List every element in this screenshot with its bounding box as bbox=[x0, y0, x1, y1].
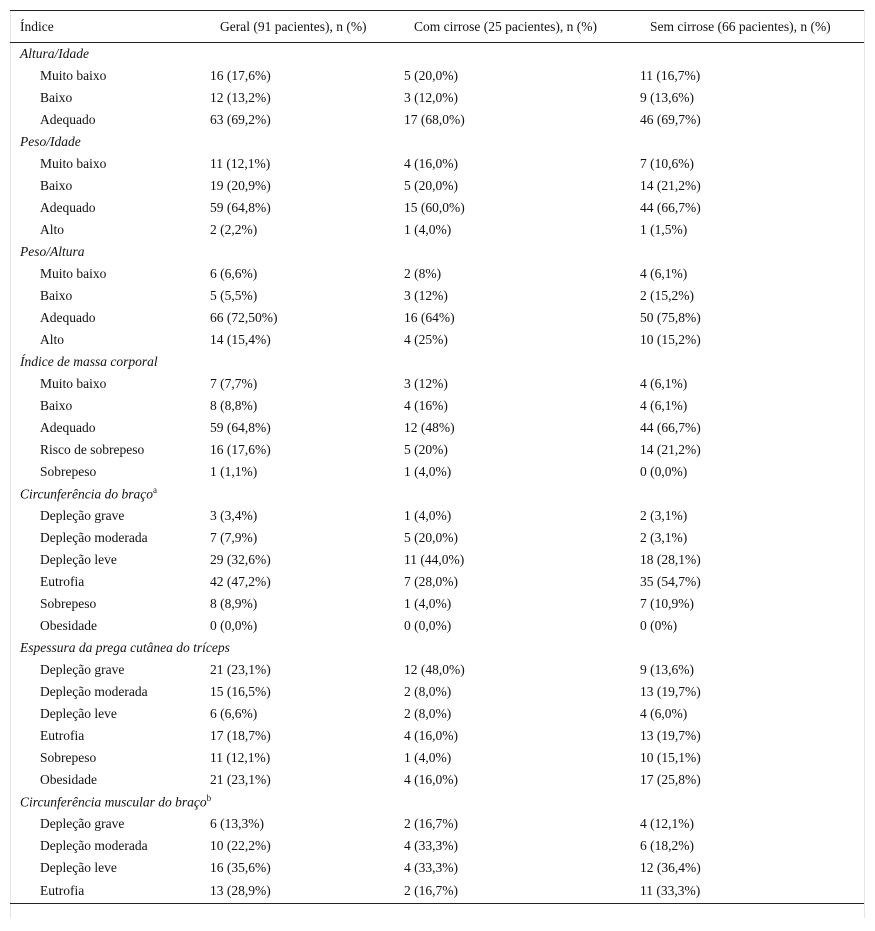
row-label: Obesidade bbox=[40, 618, 97, 633]
row-label: Baixo bbox=[40, 90, 73, 105]
cell-com-cirrose: 4 (16,0%) bbox=[404, 772, 458, 787]
nutrition-table bbox=[10, 10, 864, 904]
cell-geral: 10 (22,2%) bbox=[210, 838, 271, 853]
cell-sem-cirrose: 4 (6,1%) bbox=[640, 376, 688, 391]
cell-sem-cirrose: 2 (15,2%) bbox=[640, 288, 694, 303]
row-label: Obesidade bbox=[40, 772, 97, 787]
cell-sem-cirrose: 10 (15,1%) bbox=[640, 750, 701, 765]
section-title bbox=[10, 43, 864, 66]
section-title bbox=[10, 351, 864, 373]
table-row bbox=[10, 593, 864, 615]
row-label: Risco de sobrepeso bbox=[40, 442, 145, 457]
cell-com-cirrose: 1 (4,0%) bbox=[404, 750, 452, 765]
table-container bbox=[10, 10, 864, 904]
header-row bbox=[10, 11, 864, 43]
section-title bbox=[10, 637, 864, 659]
section-row bbox=[10, 637, 864, 659]
table-row bbox=[10, 857, 864, 879]
cell-geral: 16 (35,6%) bbox=[210, 860, 271, 875]
cell-com-cirrose: 0 (0,0%) bbox=[404, 618, 452, 633]
row-label: Depleção grave bbox=[40, 662, 125, 677]
cell-sem-cirrose: 35 (54,7%) bbox=[640, 574, 701, 589]
cell-geral: 8 (8,8%) bbox=[210, 398, 258, 413]
cell-sem-cirrose: 4 (6,0%) bbox=[640, 706, 688, 721]
cell-com-cirrose: 5 (20%) bbox=[404, 442, 448, 457]
cell-sem-cirrose: 2 (3,1%) bbox=[640, 530, 688, 545]
cell-com-cirrose: 3 (12,0%) bbox=[404, 90, 458, 105]
header-geral: Geral (91 pacientes), n (%) bbox=[210, 11, 404, 43]
cell-sem-cirrose: 4 (12,1%) bbox=[640, 816, 694, 831]
row-label: Muito baixo bbox=[40, 376, 107, 391]
section-title-text: Espessura da prega cutânea do tríceps bbox=[20, 640, 230, 655]
cell-geral: 11 (12,1%) bbox=[210, 156, 271, 171]
cell-sem-cirrose: 0 (0%) bbox=[640, 618, 678, 633]
cell-com-cirrose: 5 (20,0%) bbox=[404, 178, 458, 193]
cell-sem-cirrose: 1 (1,5%) bbox=[640, 222, 688, 237]
row-label: Depleção leve bbox=[40, 706, 117, 721]
cell-geral: 16 (17,6%) bbox=[210, 442, 271, 457]
cell-geral: 11 (12,1%) bbox=[210, 750, 271, 765]
row-label: Muito baixo bbox=[40, 266, 107, 281]
cell-com-cirrose: 3 (12%) bbox=[404, 376, 448, 391]
cell-geral: 3 (3,4%) bbox=[210, 508, 258, 523]
section-title bbox=[10, 483, 864, 505]
table-row bbox=[10, 153, 864, 175]
table-row bbox=[10, 329, 864, 351]
cell-com-cirrose: 12 (48%) bbox=[404, 420, 455, 435]
table-row bbox=[10, 65, 864, 87]
cell-sem-cirrose: 14 (21,2%) bbox=[640, 442, 701, 457]
section-title-text: Circunferência muscular do braço bbox=[20, 794, 207, 810]
table-row bbox=[10, 659, 864, 681]
cell-com-cirrose: 1 (4,0%) bbox=[404, 508, 452, 523]
table-row bbox=[10, 505, 864, 527]
section-row bbox=[10, 791, 864, 813]
section-row bbox=[10, 351, 864, 373]
row-label: Eutrofia bbox=[40, 728, 85, 743]
cell-sem-cirrose: 44 (66,7%) bbox=[640, 200, 701, 215]
section-row bbox=[10, 43, 864, 66]
cell-sem-cirrose: 13 (19,7%) bbox=[640, 728, 701, 743]
cell-geral: 63 (69,2%) bbox=[210, 112, 271, 127]
cell-geral: 59 (64,8%) bbox=[210, 200, 271, 215]
cell-com-cirrose: 17 (68,0%) bbox=[404, 112, 465, 127]
cell-sem-cirrose: 14 (21,2%) bbox=[640, 178, 701, 193]
table-row bbox=[10, 549, 864, 571]
cell-sem-cirrose: 2 (3,1%) bbox=[640, 508, 688, 523]
table-row bbox=[10, 813, 864, 835]
table-row bbox=[10, 747, 864, 769]
table-row bbox=[10, 439, 864, 461]
section-title-text: Circunferência do braço bbox=[20, 486, 153, 502]
cell-com-cirrose: 1 (4,0%) bbox=[404, 464, 452, 479]
row-label: Depleção grave bbox=[40, 508, 125, 523]
section-title-text: Índice de massa corporal bbox=[20, 354, 158, 369]
section-title-text: Peso/Altura bbox=[20, 244, 85, 259]
row-label: Sobrepeso bbox=[40, 596, 97, 611]
cell-com-cirrose: 4 (33,3%) bbox=[404, 860, 458, 875]
row-label: Muito baixo bbox=[40, 156, 107, 171]
table-row bbox=[10, 307, 864, 329]
table-row bbox=[10, 571, 864, 593]
table-row bbox=[10, 527, 864, 549]
cell-geral: 21 (23,1%) bbox=[210, 772, 271, 787]
cell-com-cirrose: 2 (8,0%) bbox=[404, 706, 452, 721]
cell-geral: 0 (0,0%) bbox=[210, 618, 258, 633]
cell-sem-cirrose: 0 (0,0%) bbox=[640, 464, 688, 479]
cell-geral: 8 (8,9%) bbox=[210, 596, 258, 611]
cell-sem-cirrose: 4 (6,1%) bbox=[640, 398, 688, 413]
footnote-marker: a bbox=[152, 485, 157, 496]
cell-com-cirrose: 11 (44,0%) bbox=[404, 552, 465, 567]
table-header bbox=[10, 11, 864, 43]
row-label: Depleção leve bbox=[40, 860, 117, 875]
section-title-text: Peso/Idade bbox=[20, 134, 81, 149]
cell-com-cirrose: 12 (48,0%) bbox=[404, 662, 465, 677]
row-label: Baixo bbox=[40, 288, 73, 303]
header-com-cirrose: Com cirrose (25 pacientes), n (%) bbox=[404, 11, 640, 43]
cell-com-cirrose: 2 (8%) bbox=[404, 266, 442, 281]
cell-com-cirrose: 4 (33,3%) bbox=[404, 838, 458, 853]
table-body bbox=[10, 43, 864, 904]
cell-sem-cirrose: 13 (19,7%) bbox=[640, 684, 701, 699]
section-title-text: Altura/Idade bbox=[20, 46, 89, 61]
table-row bbox=[10, 703, 864, 725]
section-row bbox=[10, 131, 864, 153]
row-label: Eutrofia bbox=[10, 879, 210, 904]
cell-geral: 7 (7,9%) bbox=[210, 530, 258, 545]
table-row bbox=[10, 373, 864, 395]
cell-com-cirrose: 15 (60,0%) bbox=[404, 200, 465, 215]
table-row bbox=[10, 197, 864, 219]
cell-com-cirrose: 16 (64%) bbox=[404, 310, 455, 325]
cell-geral: 42 (47,2%) bbox=[210, 574, 271, 589]
cell-sem-cirrose: 17 (25,8%) bbox=[640, 772, 701, 787]
cell-geral: 2 (2,2%) bbox=[210, 222, 258, 237]
row-label: Depleção moderada bbox=[40, 530, 148, 545]
section-title bbox=[10, 241, 864, 263]
header-sem-cirrose: Sem cirrose (66 pacientes), n (%) bbox=[640, 11, 864, 43]
row-label: Baixo bbox=[40, 178, 73, 193]
table-row bbox=[10, 835, 864, 857]
cell-geral: 15 (16,5%) bbox=[210, 684, 271, 699]
cell-geral: 12 (13,2%) bbox=[210, 90, 271, 105]
row-label: Alto bbox=[40, 332, 65, 347]
table-row bbox=[10, 285, 864, 307]
cell-sem-cirrose: 11 (16,7%) bbox=[640, 68, 701, 83]
cell-geral: 1 (1,1%) bbox=[210, 464, 258, 479]
table-row bbox=[10, 175, 864, 197]
cell-geral: 5 (5,5%) bbox=[210, 288, 258, 303]
cell-sem-cirrose: 50 (75,8%) bbox=[640, 310, 701, 325]
cell-com-cirrose: 4 (16,0%) bbox=[404, 728, 458, 743]
row-label: Depleção leve bbox=[40, 552, 117, 567]
table-row bbox=[10, 263, 864, 285]
row-label: Sobrepeso bbox=[40, 464, 97, 479]
cell-sem-cirrose: 4 (6,1%) bbox=[640, 266, 688, 281]
cell-sem-cirrose: 12 (36,4%) bbox=[640, 860, 701, 875]
cell-geral: 6 (13,3%) bbox=[210, 816, 264, 831]
cell-com-cirrose: 2 (16,7%) bbox=[404, 879, 640, 904]
row-label: Adequado bbox=[40, 112, 96, 127]
row-label: Sobrepeso bbox=[40, 750, 97, 765]
table-row bbox=[10, 109, 864, 131]
footnote-marker: b bbox=[206, 793, 212, 804]
cell-sem-cirrose: 7 (10,9%) bbox=[640, 596, 694, 611]
row-label: Depleção moderada bbox=[40, 684, 148, 699]
cell-com-cirrose: 2 (8,0%) bbox=[404, 684, 452, 699]
cell-sem-cirrose: 46 (69,7%) bbox=[640, 112, 701, 127]
cell-com-cirrose: 2 (16,7%) bbox=[404, 816, 458, 831]
section-row bbox=[10, 483, 864, 505]
table-row bbox=[10, 87, 864, 109]
table-row bbox=[10, 395, 864, 417]
cell-com-cirrose: 3 (12%) bbox=[404, 288, 448, 303]
header-indice: Índice bbox=[10, 11, 210, 43]
table-row bbox=[10, 769, 864, 791]
row-label: Eutrofia bbox=[40, 574, 85, 589]
cell-geral: 6 (6,6%) bbox=[210, 706, 258, 721]
table-row bbox=[10, 417, 864, 439]
cell-com-cirrose: 7 (28,0%) bbox=[404, 574, 458, 589]
cell-geral: 13 (28,9%) bbox=[210, 879, 404, 904]
cell-com-cirrose: 5 (20,0%) bbox=[404, 68, 458, 83]
cell-geral: 59 (64,8%) bbox=[210, 420, 271, 435]
cell-com-cirrose: 1 (4,0%) bbox=[404, 596, 452, 611]
row-label: Depleção grave bbox=[40, 816, 125, 831]
cell-geral: 19 (20,9%) bbox=[210, 178, 271, 193]
cell-com-cirrose: 1 (4,0%) bbox=[404, 222, 452, 237]
cell-geral: 6 (6,6%) bbox=[210, 266, 258, 281]
cell-geral: 16 (17,6%) bbox=[210, 68, 271, 83]
cell-geral: 66 (72,50%) bbox=[210, 310, 278, 325]
table-row bbox=[10, 725, 864, 747]
table-row bbox=[10, 681, 864, 703]
cell-sem-cirrose: 9 (13,6%) bbox=[640, 662, 694, 677]
cell-sem-cirrose: 44 (66,7%) bbox=[640, 420, 701, 435]
cell-com-cirrose: 4 (25%) bbox=[404, 332, 448, 347]
cell-sem-cirrose: 10 (15,2%) bbox=[640, 332, 701, 347]
table-row bbox=[10, 219, 864, 241]
cell-geral: 14 (15,4%) bbox=[210, 332, 271, 347]
cell-sem-cirrose: 6 (18,2%) bbox=[640, 838, 694, 853]
cell-com-cirrose: 5 (20,0%) bbox=[404, 530, 458, 545]
row-label: Alto bbox=[40, 222, 65, 237]
table-row bbox=[10, 879, 864, 904]
row-label: Depleção moderada bbox=[40, 838, 148, 853]
cell-geral: 29 (32,6%) bbox=[210, 552, 271, 567]
section-title bbox=[10, 791, 864, 813]
cell-geral: 21 (23,1%) bbox=[210, 662, 271, 677]
row-label: Adequado bbox=[40, 420, 96, 435]
cell-sem-cirrose: 11 (33,3%) bbox=[640, 879, 864, 904]
row-label: Adequado bbox=[40, 200, 96, 215]
row-label: Adequado bbox=[40, 310, 96, 325]
row-label: Muito baixo bbox=[40, 68, 107, 83]
row-label: Baixo bbox=[40, 398, 73, 413]
table-row bbox=[10, 615, 864, 637]
cell-sem-cirrose: 9 (13,6%) bbox=[640, 90, 694, 105]
section-row bbox=[10, 241, 864, 263]
cell-com-cirrose: 4 (16,0%) bbox=[404, 156, 458, 171]
cell-sem-cirrose: 7 (10,6%) bbox=[640, 156, 694, 171]
table-row bbox=[10, 461, 864, 483]
section-title bbox=[10, 131, 864, 153]
cell-geral: 7 (7,7%) bbox=[210, 376, 258, 391]
cell-geral: 17 (18,7%) bbox=[210, 728, 271, 743]
cell-com-cirrose: 4 (16%) bbox=[404, 398, 448, 413]
cell-sem-cirrose: 18 (28,1%) bbox=[640, 552, 701, 567]
